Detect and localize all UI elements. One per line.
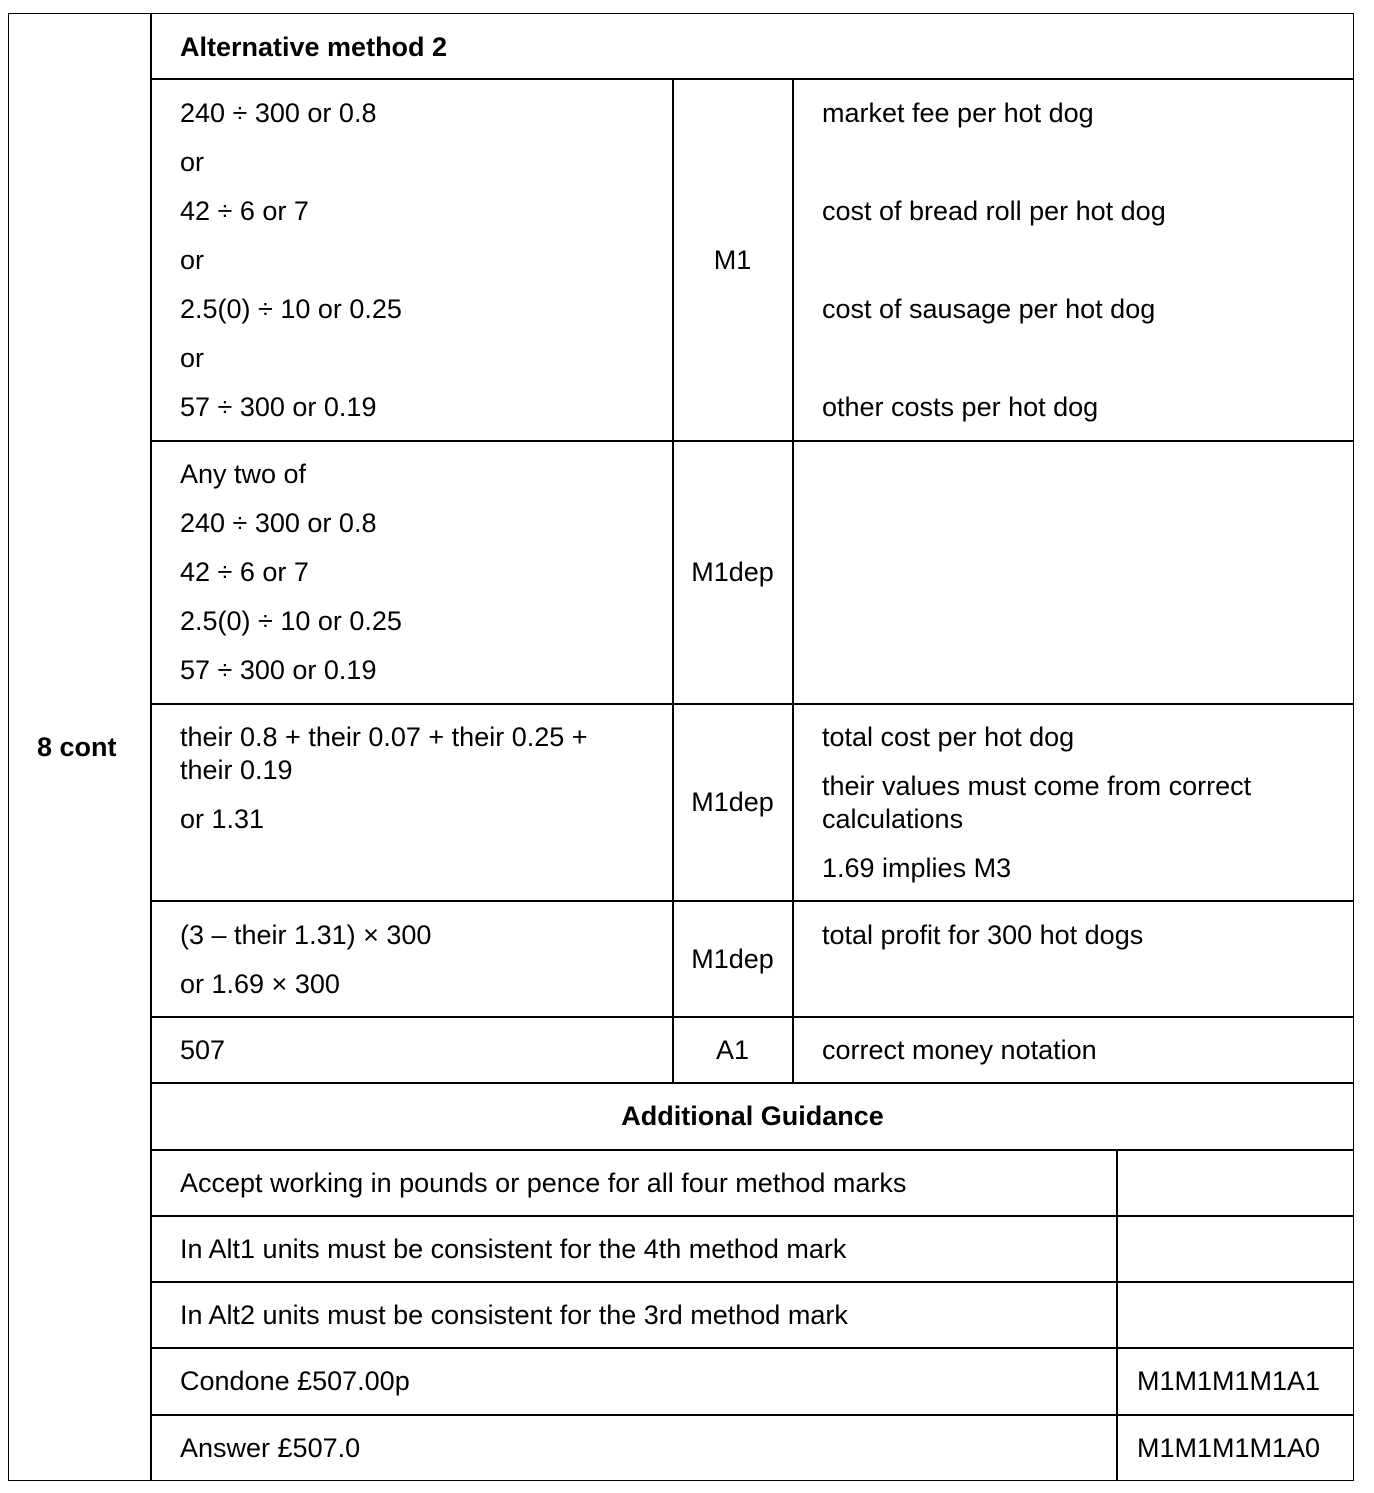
working-line: 57 ÷ 300 or 0.19 — [180, 392, 377, 422]
guidance-text: Accept working in pounds or pence for all four method marks — [180, 1168, 907, 1198]
divider-after-guidance-3 — [150, 1347, 1354, 1349]
question-number: 8 cont — [37, 732, 117, 762]
working-line: 240 ÷ 300 or 0.8 — [180, 508, 377, 538]
divider-question-column — [150, 13, 152, 1481]
mark-value: A1 — [715, 1035, 750, 1065]
divider-guidance-mark-column — [1116, 1150, 1118, 1481]
working-line: or — [180, 343, 205, 373]
divider-mark-column-right — [792, 79, 794, 1083]
working-line: 2.5(0) ÷ 10 or 0.25 — [180, 606, 402, 636]
working-line: or 1.69 × 300 — [180, 969, 340, 999]
divider-after-row-4 — [150, 1016, 1354, 1018]
divider-after-row-3 — [150, 900, 1354, 902]
working-line: Any two of — [180, 459, 307, 489]
mark-value: M1dep — [691, 944, 774, 974]
working-line: their 0.19 — [180, 755, 293, 785]
divider-after-guidance-1 — [150, 1215, 1354, 1217]
divider-after-guidance-4 — [150, 1414, 1354, 1416]
guidance-mark: M1M1M1M1A0 — [1137, 1433, 1321, 1463]
working-line: 42 ÷ 6 or 7 — [180, 196, 309, 226]
divider-after-row-5 — [150, 1082, 1354, 1084]
mark-value: M1dep — [691, 787, 774, 817]
mark-value: M1dep — [691, 557, 774, 587]
guidance-text: Answer £507.0 — [180, 1433, 361, 1463]
working-line: (3 – their 1.31) × 300 — [180, 920, 432, 950]
guidance-text: In Alt2 units must be consistent for the 3rd method mark — [180, 1300, 848, 1330]
comment-line: correct money notation — [822, 1035, 1097, 1065]
working-line: or — [180, 147, 205, 177]
working-line: or — [180, 245, 205, 275]
divider-after-row-1 — [150, 440, 1354, 442]
comment-line: cost of sausage per hot dog — [822, 294, 1156, 324]
divider-after-guidance-2 — [150, 1281, 1354, 1283]
comment-line: other costs per hot dog — [822, 392, 1099, 422]
divider-after-row-2 — [150, 703, 1354, 705]
working-line: 57 ÷ 300 or 0.19 — [180, 655, 377, 685]
comment-line: market fee per hot dog — [822, 98, 1094, 128]
comment-line: their values must come from correct — [822, 771, 1252, 801]
divider-after-guidance-title — [150, 1149, 1354, 1151]
comment-line: total cost per hot dog — [822, 722, 1075, 752]
working-line: their 0.8 + their 0.07 + their 0.25 + — [180, 722, 588, 752]
mark-value: M1 — [713, 245, 752, 275]
working-line: 507 — [180, 1035, 226, 1065]
comment-line: total profit for 300 hot dogs — [822, 920, 1144, 950]
guidance-title: Additional Guidance — [621, 1101, 884, 1131]
working-line: 240 ÷ 300 or 0.8 — [180, 98, 377, 128]
method-title: Alternative method 2 — [180, 32, 448, 62]
comment-line: 1.69 implies M3 — [822, 853, 1012, 883]
divider-after-title — [150, 78, 1354, 80]
working-line: 42 ÷ 6 or 7 — [180, 557, 309, 587]
comment-line: calculations — [822, 804, 964, 834]
guidance-mark: M1M1M1M1A1 — [1137, 1366, 1321, 1396]
working-line: or 1.31 — [180, 804, 265, 834]
working-line: 2.5(0) ÷ 10 or 0.25 — [180, 294, 402, 324]
guidance-text: Condone £507.00p — [180, 1366, 410, 1396]
comment-line: cost of bread roll per hot dog — [822, 196, 1166, 226]
guidance-text: In Alt1 units must be consistent for the 4th method mark — [180, 1234, 847, 1264]
